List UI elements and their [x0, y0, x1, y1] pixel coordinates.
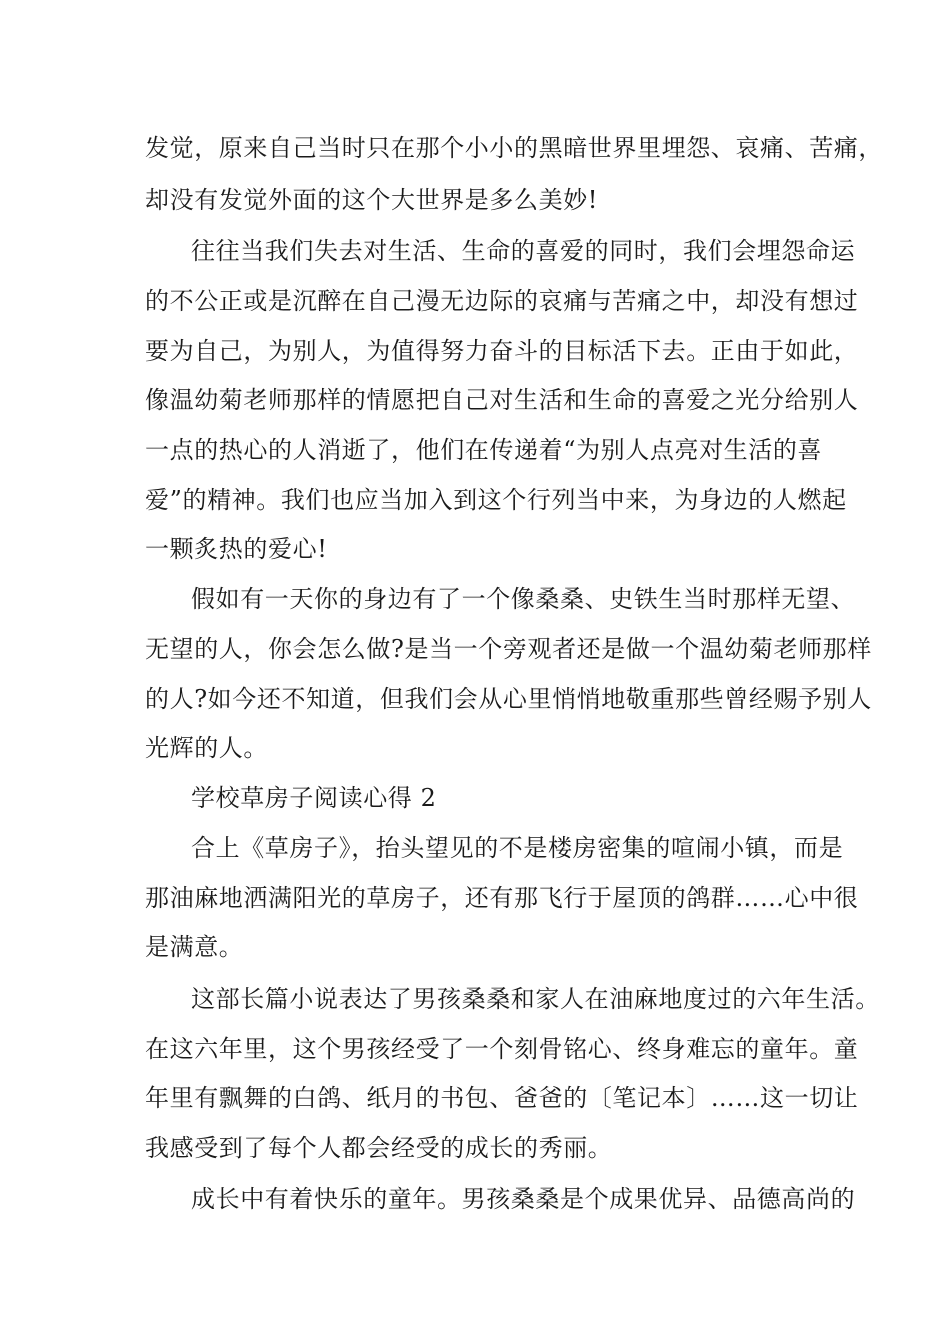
paragraph-line: 像温幼菊老师那样的情愿把自己对生活和生命的喜爱之光分给别人 [145, 386, 859, 414]
paragraph-line: 那油麻地洒满阳光的草房子，还有那飞行于屋顶的鸽群……心中很 [145, 884, 859, 912]
paragraph-line: 一颗炙热的爱心! [145, 535, 328, 563]
paragraph-line: 这部长篇小说表达了男孩桑桑和家人在油麻地度过的六年生活。 [191, 985, 880, 1013]
paragraph-line: 年里有飘舞的白鸽、纸月的书包、爸爸的〔笔记本〕……这一切让 [145, 1084, 859, 1112]
paragraph-line: 成长中有着快乐的童年。男孩桑桑是个成果优异、品德高尚的 [191, 1185, 856, 1213]
paragraph-line: 假如有一天你的身边有了一个像桑桑、史铁生当时那样无望、 [191, 585, 856, 613]
paragraph-line: 却没有发觉外面的这个大世界是多么美妙! [145, 186, 599, 214]
paragraph-line: 的不公正或是沉醉在自己漫无边际的哀痛与苦痛之中，却没有想过 [145, 287, 859, 315]
paragraph-line: 是满意。 [145, 933, 244, 961]
paragraph-line: 在这六年里，这个男孩经受了一个刻骨铭心、终身难忘的童年。童 [145, 1035, 859, 1063]
paragraph-line: 爱”的精神。我们也应当加入到这个行列当中来，为身边的人燃起 [145, 486, 847, 514]
paragraph-line: 我感受到了每个人都会经受的成长的秀丽。 [145, 1134, 613, 1162]
paragraph-line: 发觉，原来自己当时只在那个小小的黑暗世界里埋怨、哀痛、苦痛， [145, 134, 883, 162]
paragraph-line: 无望的人，你会怎么做?是当一个旁观者还是做一个温幼菊老师那样 [145, 635, 872, 663]
paragraph-line: 合上《草房子》，抬头望见的不是楼房密集的喧闹小镇，而是 [191, 834, 844, 862]
section-heading: 学校草房子阅读心得 2 [191, 784, 437, 812]
paragraph-line: 要为自己，为别人，为值得努力奋斗的目标活下去。正由于如此， [145, 337, 859, 365]
paragraph-line: 往往当我们失去对生活、生命的喜爱的同时，我们会埋怨命运 [191, 237, 856, 265]
paragraph-line: 的人?如今还不知道，但我们会从心里悄悄地敬重那些曾经赐予别人 [145, 685, 872, 713]
paragraph-line: 光辉的人。 [145, 734, 268, 762]
paragraph-line: 一点的热心的人消逝了，他们在传递着“为别人点亮对生活的喜 [145, 436, 823, 464]
